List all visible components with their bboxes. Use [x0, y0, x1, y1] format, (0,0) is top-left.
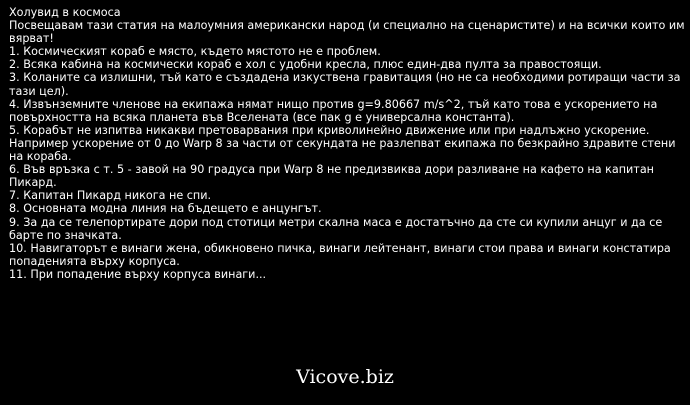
list-item: 3. Коланите са излишни, тъй като е създадена изкуствена гравитация (но не са необходими ротиращи части за тази цел). — [9, 71, 681, 98]
list-item: 5. Корабът не изпитва никакви претоварвания при криволинейно движение или при надлъжно ускорение. Например ускорение от 0 до Warp 8 за части от секундата не разлепват екипажа по безкрайно здравите стени на кораба. — [9, 123, 676, 164]
list-item: 9. За да се телепортирате дори под стотици метри скална маса е достатъчно да сте си купили анцуг и да се бартe по значката. — [9, 215, 663, 242]
list-item: 11. При попадение върху корпуса винаги... — [9, 267, 267, 281]
list-item: 2. Всяка кабина на космически кораб е хол с удобни кресла, плюс един-два пулта за правостоящи. — [9, 58, 602, 72]
article — [9, 6, 685, 281]
list-item: 8. Основната модна линия на бъдещето е анцунгът. — [9, 202, 322, 216]
list-item: 10. Навигаторът е винаги жена, обикновено пичка, винаги лейтенант, винаги стои права и винаги констатира попаденията върху корпуса. — [9, 241, 671, 268]
site-watermark: Vicove.biz — [296, 366, 394, 388]
list-item: 4. Извънземните членове на екипажа нямат нищо против g=9.80667 m/s^2, тъй като това е ускорението на повърхността на всяка планета във Вселената (все пак g е универсална константа). — [9, 97, 658, 124]
list-item: 1. Космическият кораб е място, където мястото не е проблем. — [9, 45, 381, 59]
list-item: 6. Във връзка с т. 5 - завой на 90 градуса при Warp 8 не предизвиква дори разливане на кафето на капитан Пикард. — [9, 163, 654, 190]
article-title: Холувид в космоса — [9, 6, 121, 19]
list-item: 7. Капитан Пикард никога не спи. — [9, 189, 212, 203]
article-intro: Посвещавам тази статия на малоумния американски народ (и специално на сценаристите) и на всички които им вярват! — [9, 19, 685, 46]
